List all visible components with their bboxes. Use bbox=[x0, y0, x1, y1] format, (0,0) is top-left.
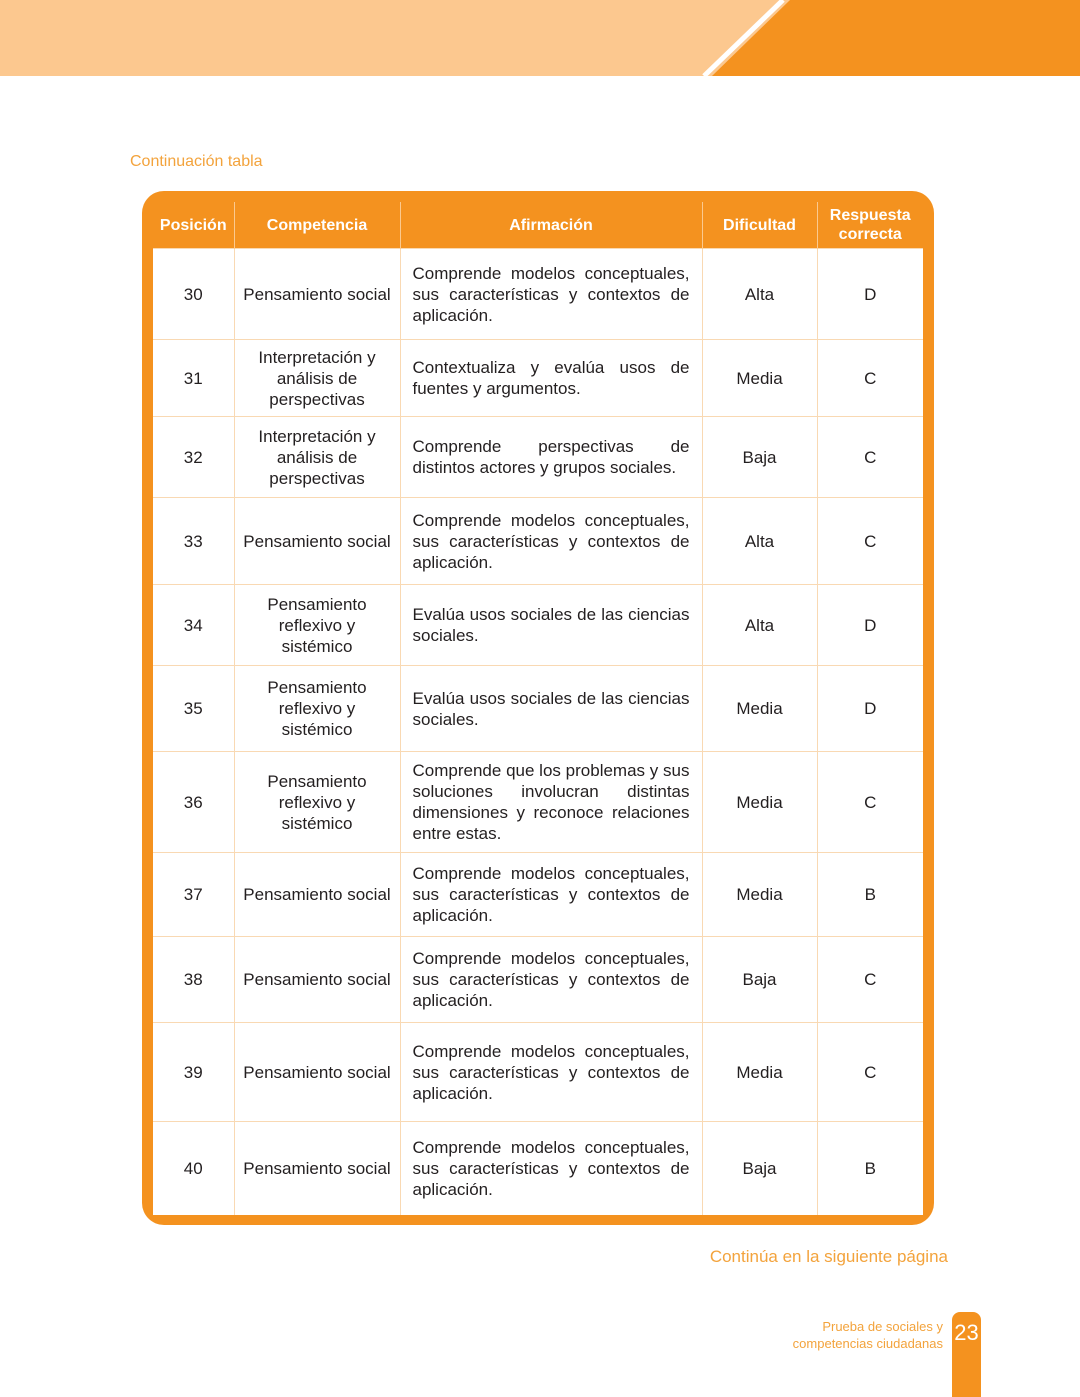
cell-respuesta: D bbox=[817, 249, 923, 340]
cell-respuesta: D bbox=[817, 666, 923, 752]
cell-dificultad: Baja bbox=[702, 417, 817, 498]
cell-afirmacion: Comprende que los problemas y sus soluciones involucran distintas dimensiones y reconoce relaciones entre estas. bbox=[400, 752, 702, 853]
footer-test-name-line1: Prueba de sociales y bbox=[822, 1319, 943, 1334]
cell-dificultad: Alta bbox=[702, 585, 817, 666]
cell-competencia: Pensamiento social bbox=[234, 1023, 400, 1122]
cell-posicion: 32 bbox=[153, 417, 234, 498]
cell-dificultad: Media bbox=[702, 666, 817, 752]
continuation-title: Continuación tabla bbox=[130, 153, 263, 170]
header-afirmacion: Afirmación bbox=[400, 202, 702, 249]
footer-test-name-line2: competencias ciudadanas bbox=[792, 1336, 943, 1351]
cell-respuesta: C bbox=[817, 340, 923, 417]
table-row bbox=[153, 853, 923, 937]
results-table bbox=[153, 202, 923, 1215]
cell-posicion: 35 bbox=[153, 666, 234, 752]
cell-respuesta: C bbox=[817, 937, 923, 1023]
cell-competencia: Pensamiento social bbox=[234, 1122, 400, 1215]
continues-next-page-note: Continúa en la siguiente página bbox=[709, 1247, 948, 1266]
table-row bbox=[153, 1023, 923, 1122]
table-row bbox=[153, 249, 923, 340]
cell-competencia: Interpretación y análisis de perspectivas bbox=[234, 340, 400, 417]
cell-afirmacion: Comprende modelos conceptuales, sus características y contextos de aplicación. bbox=[400, 1023, 702, 1122]
cell-posicion: 37 bbox=[153, 853, 234, 937]
cell-posicion: 36 bbox=[153, 752, 234, 853]
cell-posicion: 39 bbox=[153, 1023, 234, 1122]
cell-dificultad: Media bbox=[702, 340, 817, 417]
table-row bbox=[153, 417, 923, 498]
cell-afirmacion: Evalúa usos sociales de las ciencias sociales. bbox=[400, 666, 702, 752]
cell-dificultad: Baja bbox=[702, 1122, 817, 1215]
cell-respuesta: B bbox=[817, 853, 923, 937]
page-number-tab bbox=[952, 1312, 981, 1397]
top-banner bbox=[0, 0, 1080, 76]
table-header-row bbox=[153, 202, 923, 249]
cell-afirmacion: Contextualiza y evalúa usos de fuentes y argumentos. bbox=[400, 340, 702, 417]
cell-afirmacion: Evalúa usos sociales de las ciencias sociales. bbox=[400, 585, 702, 666]
cell-afirmacion: Comprende modelos conceptuales, sus características y contextos de aplicación. bbox=[400, 853, 702, 937]
cell-posicion: 40 bbox=[153, 1122, 234, 1215]
header-respuesta: Respuesta correcta bbox=[817, 202, 923, 249]
table-row bbox=[153, 585, 923, 666]
cell-afirmacion: Comprende modelos conceptuales, sus características y contextos de aplicación. bbox=[400, 498, 702, 585]
page-number: 23 bbox=[954, 1320, 979, 1345]
cell-competencia: Pensamiento reflexivo y sistémico bbox=[234, 666, 400, 752]
cell-afirmacion: Comprende perspectivas de distintos actores y grupos sociales. bbox=[400, 417, 702, 498]
header-dificultad: Dificultad bbox=[702, 202, 817, 249]
table-row bbox=[153, 666, 923, 752]
cell-respuesta: D bbox=[817, 585, 923, 666]
cell-competencia: Pensamiento social bbox=[234, 498, 400, 585]
table-row bbox=[153, 340, 923, 417]
cell-respuesta: C bbox=[817, 498, 923, 585]
cell-competencia: Interpretación y análisis de perspectivas bbox=[234, 417, 400, 498]
cell-respuesta: B bbox=[817, 1122, 923, 1215]
cell-posicion: 38 bbox=[153, 937, 234, 1023]
table-row bbox=[153, 498, 923, 585]
cell-dificultad: Alta bbox=[702, 249, 817, 340]
results-table-frame bbox=[142, 191, 934, 1225]
cell-dificultad: Alta bbox=[702, 498, 817, 585]
cell-competencia: Pensamiento reflexivo y sistémico bbox=[234, 585, 400, 666]
header-posicion: Posición bbox=[159, 216, 227, 234]
cell-respuesta: C bbox=[817, 417, 923, 498]
cell-dificultad: Media bbox=[702, 853, 817, 937]
cell-competencia: Pensamiento social bbox=[234, 249, 400, 340]
table-row bbox=[153, 752, 923, 853]
cell-dificultad: Media bbox=[702, 1023, 817, 1122]
cell-afirmacion: Comprende modelos conceptuales, sus características y contextos de aplicación. bbox=[400, 249, 702, 340]
cell-posicion: 31 bbox=[153, 340, 234, 417]
table-row bbox=[153, 937, 923, 1023]
cell-competencia: Pensamiento reflexivo y sistémico bbox=[234, 752, 400, 853]
footer-test-name bbox=[760, 1318, 943, 1352]
cell-posicion: 30 bbox=[153, 249, 234, 340]
cell-posicion: 34 bbox=[153, 585, 234, 666]
cell-competencia: Pensamiento social bbox=[234, 937, 400, 1023]
cell-dificultad: Baja bbox=[702, 937, 817, 1023]
cell-competencia: Pensamiento social bbox=[234, 853, 400, 937]
table-row bbox=[153, 1122, 923, 1215]
header-competencia: Competencia bbox=[234, 202, 400, 249]
cell-respuesta: C bbox=[817, 1023, 923, 1122]
cell-respuesta: C bbox=[817, 752, 923, 853]
cell-posicion: 33 bbox=[153, 498, 234, 585]
cell-afirmacion: Comprende modelos conceptuales, sus características y contextos de aplicación. bbox=[400, 1122, 702, 1215]
cell-dificultad: Media bbox=[702, 752, 817, 853]
cell-afirmacion: Comprende modelos conceptuales, sus características y contextos de aplicación. bbox=[400, 937, 702, 1023]
